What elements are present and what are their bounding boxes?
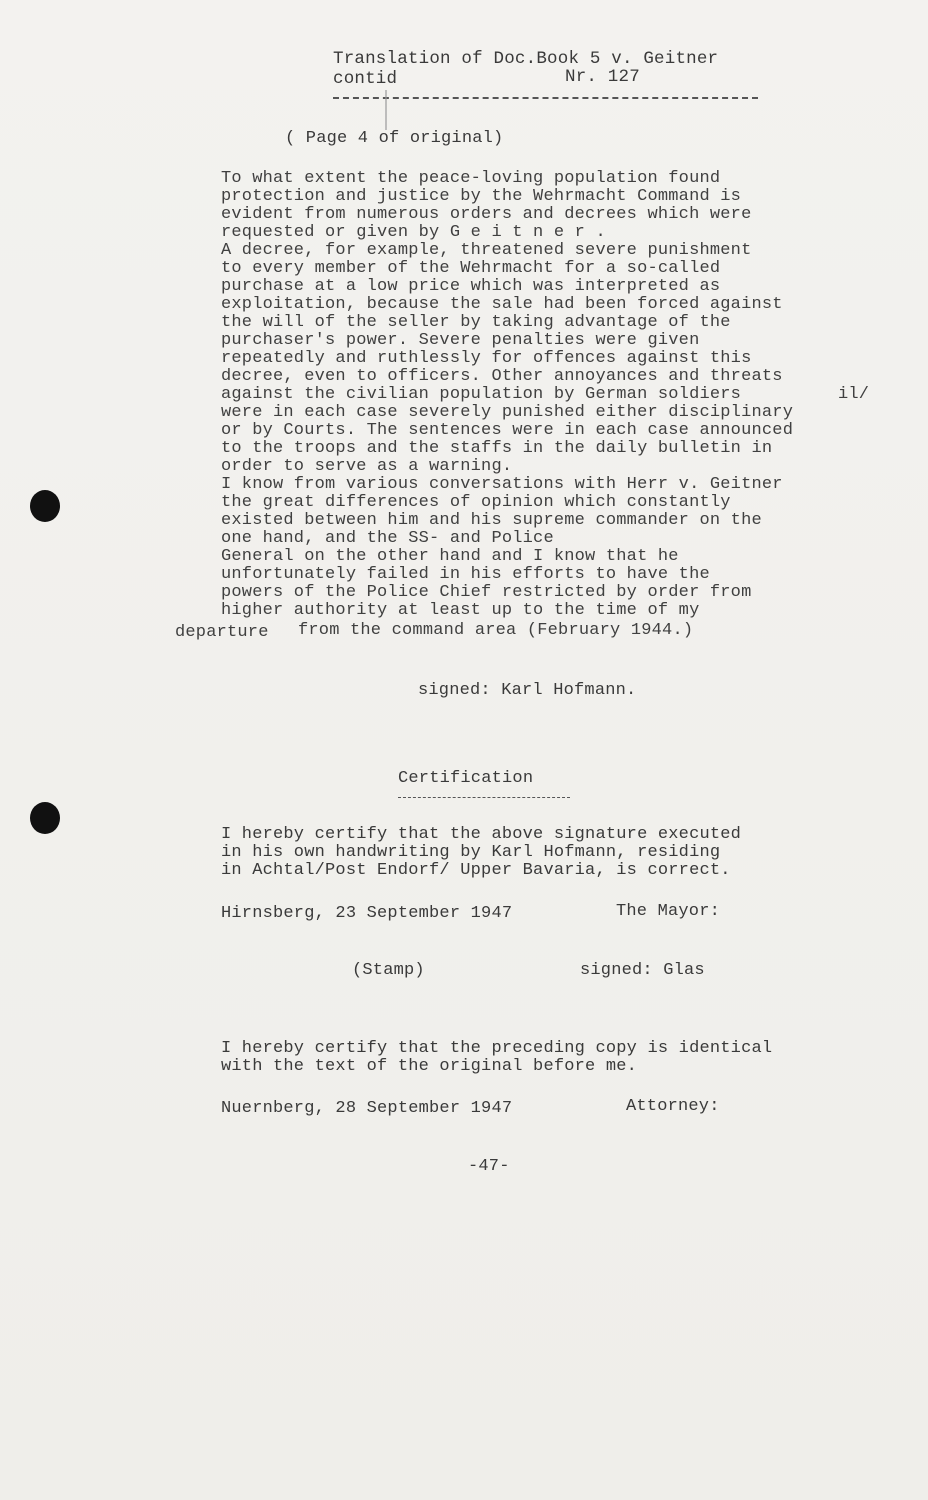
body-line: against the civilian population by German soldiers bbox=[221, 385, 742, 404]
body-line: from the command area (February 1944.) bbox=[298, 621, 694, 640]
body-line: or by Courts. The sentences were in each case announced bbox=[221, 421, 794, 440]
certification-rule bbox=[398, 797, 570, 798]
body-line: order to serve as a warning. bbox=[221, 457, 513, 476]
body-line: the will of the seller by taking advantage of the bbox=[221, 313, 731, 332]
body-line: powers of the Police Chief restricted by order from bbox=[221, 583, 752, 602]
body-line: to the troops and the staffs in the daily bulletin in bbox=[221, 439, 773, 458]
punch-hole-top bbox=[30, 490, 60, 522]
body-line: were in each case severely punished either disciplinary bbox=[221, 403, 794, 422]
body-line: I know from various conversations with Herr v. Geitner bbox=[221, 475, 783, 494]
stamp-label: (Stamp) bbox=[352, 961, 425, 980]
page-number: -47- bbox=[468, 1157, 510, 1176]
attestation-line: with the text of the original before me. bbox=[221, 1057, 638, 1076]
body-line: to every member of the Wehrmacht for a so-called bbox=[221, 259, 721, 278]
body-line: purchaser's power. Severe penalties were given bbox=[221, 331, 700, 350]
body-line: To what extent the peace-loving population found bbox=[221, 169, 721, 188]
attorney-label: Attorney: bbox=[626, 1097, 720, 1116]
body-line: higher authority at least up to the time of my bbox=[221, 601, 700, 620]
header-number: Nr. 127 bbox=[565, 67, 640, 87]
body-line: decree, even to officers. Other annoyances and threats bbox=[221, 367, 783, 386]
certification-place-date: Hirnsberg, 23 September 1947 bbox=[221, 904, 513, 923]
body-line: existed between him and his supreme commander on the bbox=[221, 511, 762, 530]
mayor-label: The Mayor: bbox=[616, 902, 721, 921]
certification-line: in Achtal/Post Endorf/ Upper Bavaria, is correct. bbox=[221, 861, 731, 880]
attestation-line: I hereby certify that the preceding copy is identical bbox=[221, 1039, 773, 1058]
punch-hole-bottom bbox=[30, 802, 60, 834]
body-line: General on the other hand and I know that he bbox=[221, 547, 679, 566]
body-line: protection and justice by the Wehrmacht Command is bbox=[221, 187, 742, 206]
body-line: one hand, and the SS- and Police bbox=[221, 529, 554, 548]
body-line: A decree, for example, threatened severe punishment bbox=[221, 241, 752, 260]
certification-line: I hereby certify that the above signature executed bbox=[221, 825, 742, 844]
body-line: requested or given by G e i t n e r . bbox=[221, 223, 606, 242]
body-line: evident from numerous orders and decrees which were bbox=[221, 205, 752, 224]
header-smudge bbox=[385, 90, 387, 130]
page-reference: ( Page 4 of original) bbox=[285, 129, 504, 148]
header-rule bbox=[333, 97, 758, 99]
body-line: the great differences of opinion which constantly bbox=[221, 493, 731, 512]
signed-line: signed: Karl Hofmann. bbox=[418, 681, 637, 700]
body-line: purchase at a low price which was interpreted as bbox=[221, 277, 721, 296]
margin-note: il/ bbox=[838, 385, 870, 404]
certification-title: Certification bbox=[398, 769, 534, 788]
mayor-signed: signed: Glas bbox=[580, 961, 705, 980]
body-line: repeatedly and ruthlessly for offences against this bbox=[221, 349, 752, 368]
certification-line: in his own handwriting by Karl Hofmann, residing bbox=[221, 843, 721, 862]
attestation-place-date: Nuernberg, 28 September 1947 bbox=[221, 1099, 513, 1118]
body-line: exploitation, because the sale had been forced against bbox=[221, 295, 783, 314]
body-line: unfortunately failed in his efforts to have the bbox=[221, 565, 710, 584]
header-contd: contid bbox=[333, 69, 398, 89]
header-title: Translation of Doc.Book 5 v. Geitner bbox=[333, 49, 719, 69]
departure-word: departure bbox=[175, 623, 269, 642]
